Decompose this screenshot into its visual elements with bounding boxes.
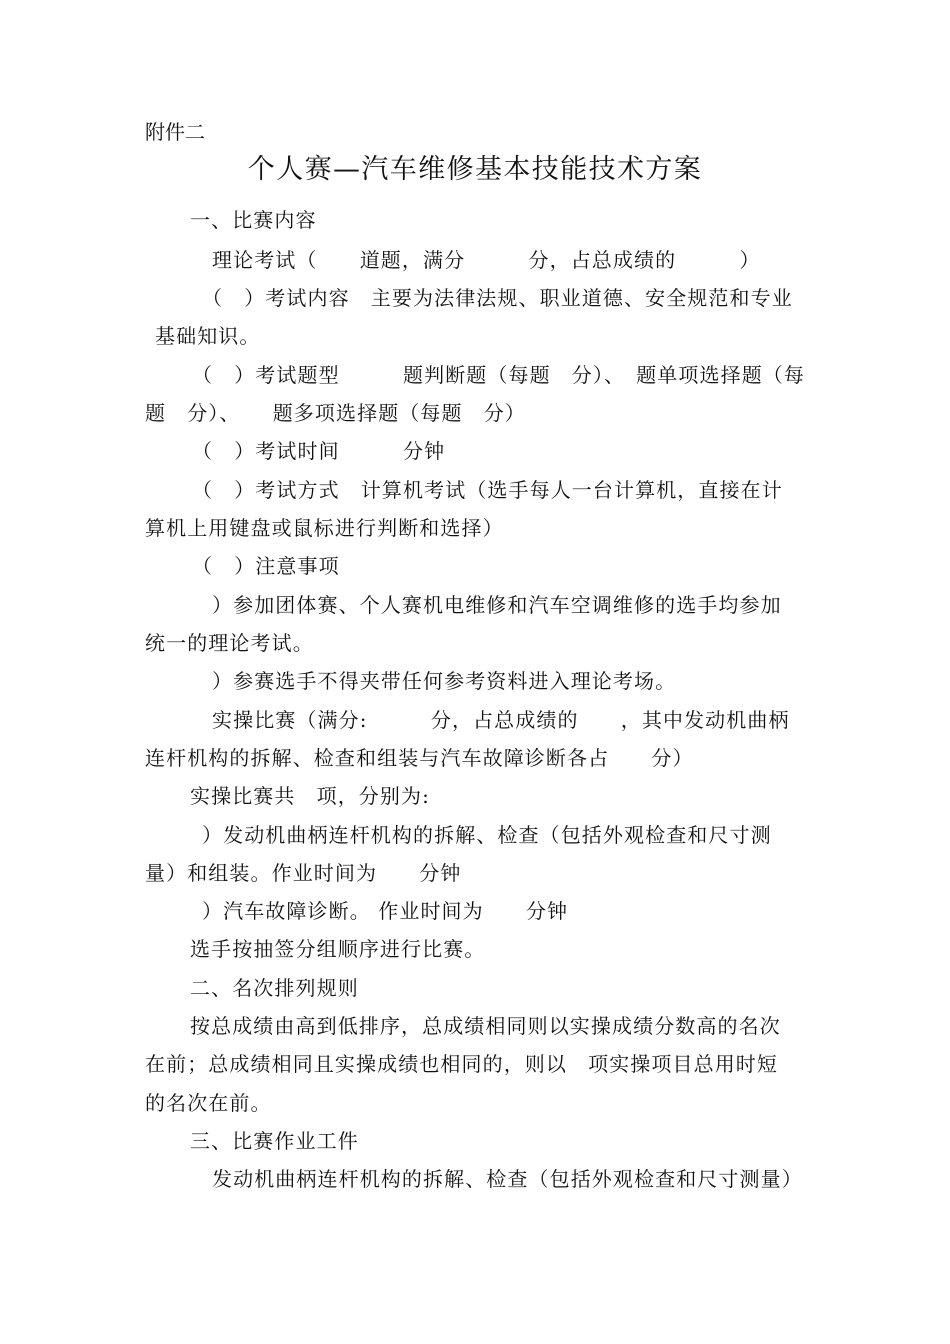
paragraph-line: 题 分）、 题多项选择题（每题 分） (145, 401, 526, 425)
section-heading-ranking-rules: 二、名次排列规则 (190, 976, 359, 1000)
paragraph-line: 的名次在前。 (145, 1091, 272, 1115)
paragraph-line: ）参赛选手不得夹带任何参考资料进入理论考场。 (212, 669, 677, 693)
paragraph-line: 量）和组装。作业时间为 分钟 (145, 861, 462, 885)
attachment-label: 附件二 (145, 120, 205, 144)
paragraph-line: （ ）注意事项 (192, 554, 340, 578)
paragraph-line: 基础知识。 (155, 324, 261, 348)
paragraph-line: 在前；总成绩相同且实操成绩也相同的，则以 项实操项目总用时短 (145, 1052, 778, 1076)
paragraph-line: 实操比赛（满分: 分，占总成绩的 ，其中发动机曲柄 (212, 708, 790, 732)
section-heading-workpieces: 三、比赛作业工件 (190, 1129, 359, 1153)
paragraph-line: ）参加团体赛、个人赛机电维修和汽车空调维修的选手均参加 (212, 593, 782, 617)
paragraph-line: ）发动机曲柄连杆机构的拆解、检查（包括外观检查和尺寸测 (202, 823, 772, 847)
paragraph-line: 理论考试（ 道题，满分 分，占总成绩的 ） (212, 248, 761, 272)
paragraph-line: （ ）考试题型 题判断题（每题 分）、 题单项选择题（每 (192, 363, 805, 387)
paragraph-line: （ ）考试方式 计算机考试（选手每人一台计算机，直接在计 (192, 478, 783, 502)
paragraph-line: ）汽车故障诊断。 作业时间为 分钟 (202, 899, 569, 923)
paragraph-line: （ ）考试内容 主要为法律法规、职业道德、安全规范和专业 (202, 286, 793, 310)
paragraph-line: 发动机曲柄连杆机构的拆解、检查（包括外观检查和尺寸测量） (212, 1167, 803, 1191)
paragraph-line: 连杆机构的拆解、检查和组装与汽车故障诊断各占 分） (145, 746, 694, 770)
paragraph-line: 选手按抽签分组顺序进行比赛。 (190, 937, 486, 961)
paragraph-line: 按总成绩由高到低排序，总成绩相同则以实操成绩分数高的名次 (190, 1014, 781, 1038)
section-heading-competition-content: 一、比赛内容 (190, 208, 317, 232)
paragraph-line: （ ）考试时间 分钟 (192, 439, 446, 463)
paragraph-line: 实操比赛共 项，分别为: (190, 784, 430, 808)
paragraph-line: 算机上用键盘或鼠标进行判断和选择） (145, 516, 504, 540)
paragraph-line: 统一的理论考试。 (145, 631, 314, 655)
document-title: 个人赛—汽车维修基本技能技术方案 (247, 154, 703, 185)
